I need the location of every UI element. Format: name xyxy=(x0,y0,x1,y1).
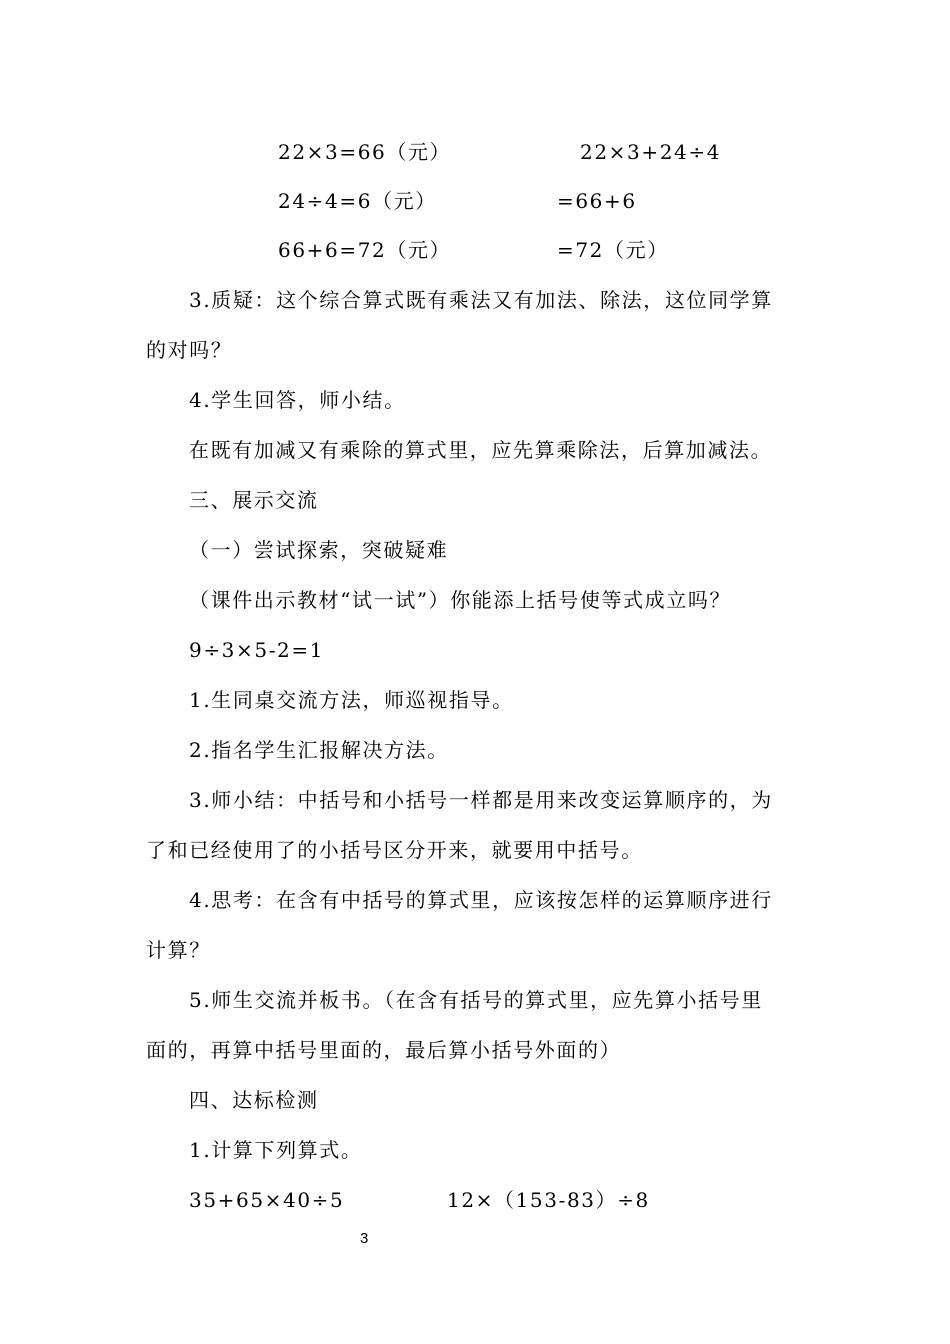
calc-left-3: 66+6=72（元） xyxy=(278,238,452,262)
expression-1: 35+65×40÷5 xyxy=(189,1188,345,1212)
step-5-line-1: 5.师生交流并板书。（在含有括号的算式里，应先算小括号里 xyxy=(189,988,763,1012)
step-3-line-1: 3.师小结：中括号和小括号一样都是用来改变运算顺序的，为 xyxy=(189,788,773,812)
expression-2: 12×（153-83）÷8 xyxy=(447,1188,650,1212)
courseware-line: （课件出示教材“试一试”）你能添上括号使等式成立吗？ xyxy=(189,588,732,612)
question-line-2: 的对吗？ xyxy=(146,338,233,362)
calc-right-1: 22×3+24÷4 xyxy=(580,140,722,164)
calc-left-2: 24÷4=6（元） xyxy=(278,189,437,213)
section-heading-3: 三、展示交流 xyxy=(189,488,319,512)
calc-right-2: =66+6 xyxy=(557,189,637,213)
calc-right-3: =72（元） xyxy=(557,238,669,262)
summary-rule: 在既有加减又有乘除的算式里，应先算乘除法，后算加减法。 xyxy=(189,438,773,462)
step-4-line-2: 计算？ xyxy=(146,938,211,962)
question-line-1: 3.质疑：这个综合算式既有乘法又有加法、除法，这位同学算 xyxy=(189,288,773,312)
section-heading-4: 四、达标检测 xyxy=(189,1088,319,1112)
step-2: 2.指名学生汇报解决方法。 xyxy=(189,738,449,762)
step-4-line-1: 4.思考：在含有中括号的算式里，应该按怎样的运算顺序进行 xyxy=(189,888,773,912)
step-3-line-2: 了和已经使用了的小括号区分开来，就要用中括号。 xyxy=(146,838,643,862)
calc-left-1: 22×3=66（元） xyxy=(278,140,452,164)
answer-line: 4.学生回答，师小结。 xyxy=(189,388,406,412)
task-1: 1.计算下列算式。 xyxy=(189,1138,363,1162)
step-1: 1.生同桌交流方法，师巡视指导。 xyxy=(189,688,514,712)
page-number: 3 xyxy=(360,1230,369,1247)
step-5-line-2: 面的，再算中括号里面的，最后算小括号外面的） xyxy=(146,1038,622,1062)
subsection-heading-1: （一）尝试探索，突破疑难 xyxy=(189,538,449,562)
equation-line: 9÷3×5-2=1 xyxy=(189,638,325,662)
